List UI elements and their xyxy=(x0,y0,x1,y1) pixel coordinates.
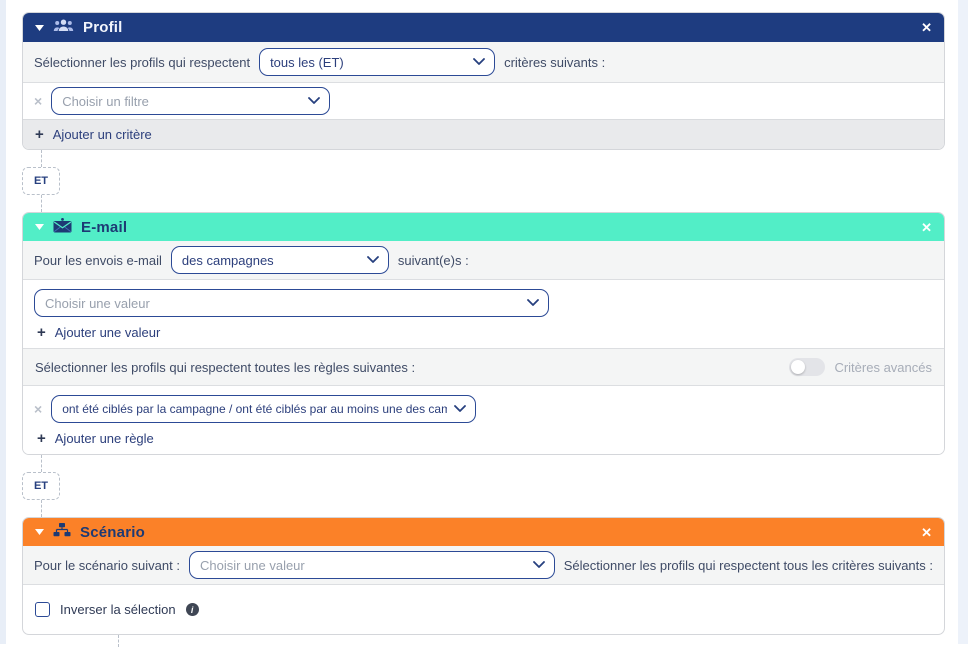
add-rule-label: Ajouter une règle xyxy=(54,431,154,446)
plus-icon: + xyxy=(35,126,44,143)
close-icon[interactable]: ✕ xyxy=(921,219,932,235)
plus-icon: + xyxy=(37,324,46,341)
criteria-label-after: critères suivants : xyxy=(504,54,606,70)
scenario-select[interactable] xyxy=(189,551,555,579)
invert-selection-row xyxy=(23,585,944,634)
campaign-value-select-wrap xyxy=(34,289,549,317)
scenario-header xyxy=(23,518,944,546)
and-operator-box[interactable]: ET xyxy=(22,167,60,195)
rules-label: Sélectionner les profils qui respectent toutes les règles suivantes : xyxy=(35,359,416,375)
advanced-criteria-toggle[interactable] xyxy=(789,358,825,376)
profil-block xyxy=(22,12,945,150)
info-icon[interactable]: i xyxy=(186,603,199,616)
scenario-label-before: Pour le scénario suivant : xyxy=(34,557,180,573)
close-icon[interactable]: ✕ xyxy=(921,524,932,540)
profil-title: Profil xyxy=(83,19,123,36)
connector-line xyxy=(118,635,119,647)
profil-header xyxy=(23,13,944,42)
filter-select[interactable] xyxy=(51,87,330,115)
add-rule-button[interactable] xyxy=(34,431,933,446)
criteria-label-before: Sélectionner les profils qui respectent xyxy=(34,54,251,70)
envelope-icon xyxy=(53,218,72,237)
connector-line xyxy=(41,195,42,212)
sendings-label-before: Pour les envois e-mail xyxy=(34,252,162,268)
sendings-label-after: suivant(e)s : xyxy=(397,252,469,268)
users-icon xyxy=(53,19,74,36)
profil-filter-row xyxy=(23,83,944,119)
email-rule-row xyxy=(34,395,933,423)
email-rules-block xyxy=(23,386,944,454)
email-sendings-row xyxy=(23,241,944,280)
left-edge-strip xyxy=(0,0,6,644)
and-connector xyxy=(22,150,60,212)
scenario-title: Scénario xyxy=(80,523,145,541)
sitemap-icon xyxy=(53,523,71,541)
remove-rule-icon[interactable]: × xyxy=(34,401,43,417)
connector-line xyxy=(41,455,42,472)
add-value-button[interactable] xyxy=(34,325,933,340)
right-edge-strip xyxy=(958,0,968,644)
invert-selection-label: Inverser la sélection xyxy=(60,602,176,617)
operator-select[interactable] xyxy=(259,48,495,76)
filter-select-wrap xyxy=(51,87,330,115)
profil-criteria-row xyxy=(23,42,944,83)
collapse-caret-icon[interactable] xyxy=(35,224,44,230)
scenario-label-after: Sélectionner les profils qui respectent tous les critères suivants : xyxy=(563,557,933,573)
plus-icon: + xyxy=(37,430,46,447)
remove-filter-icon[interactable]: × xyxy=(34,93,43,109)
sending-type-select-wrap xyxy=(171,246,389,274)
email-values-block xyxy=(23,280,944,348)
add-value-label: Ajouter une valeur xyxy=(54,325,161,340)
invert-selection-checkbox[interactable] xyxy=(35,602,50,617)
collapse-caret-icon[interactable] xyxy=(35,25,44,31)
and-connector xyxy=(22,455,60,517)
campaign-value-select[interactable] xyxy=(34,289,549,317)
advanced-criteria-control xyxy=(789,358,932,376)
advanced-criteria-label: Critères avancés xyxy=(834,359,932,375)
email-block xyxy=(22,212,945,455)
collapse-caret-icon[interactable] xyxy=(35,529,44,535)
email-title: E-mail xyxy=(81,218,128,236)
email-header xyxy=(23,213,944,241)
close-icon[interactable]: ✕ xyxy=(921,20,932,35)
connector-line xyxy=(41,500,42,517)
email-rules-header-row xyxy=(23,348,944,386)
segment-builder xyxy=(22,12,945,647)
add-criterion-button[interactable] xyxy=(23,119,944,149)
scenario-block xyxy=(22,517,945,635)
rule-select[interactable] xyxy=(51,395,476,423)
rule-select-wrap xyxy=(51,395,476,423)
toggle-knob xyxy=(791,360,805,374)
operator-select-wrap xyxy=(259,48,495,76)
scenario-select-row xyxy=(23,546,944,585)
and-operator-box[interactable]: ET xyxy=(22,472,60,500)
sending-type-select[interactable] xyxy=(171,246,389,274)
scenario-select-wrap xyxy=(189,551,555,579)
add-criterion-label: Ajouter un critère xyxy=(52,127,152,142)
connector-line xyxy=(41,150,42,167)
